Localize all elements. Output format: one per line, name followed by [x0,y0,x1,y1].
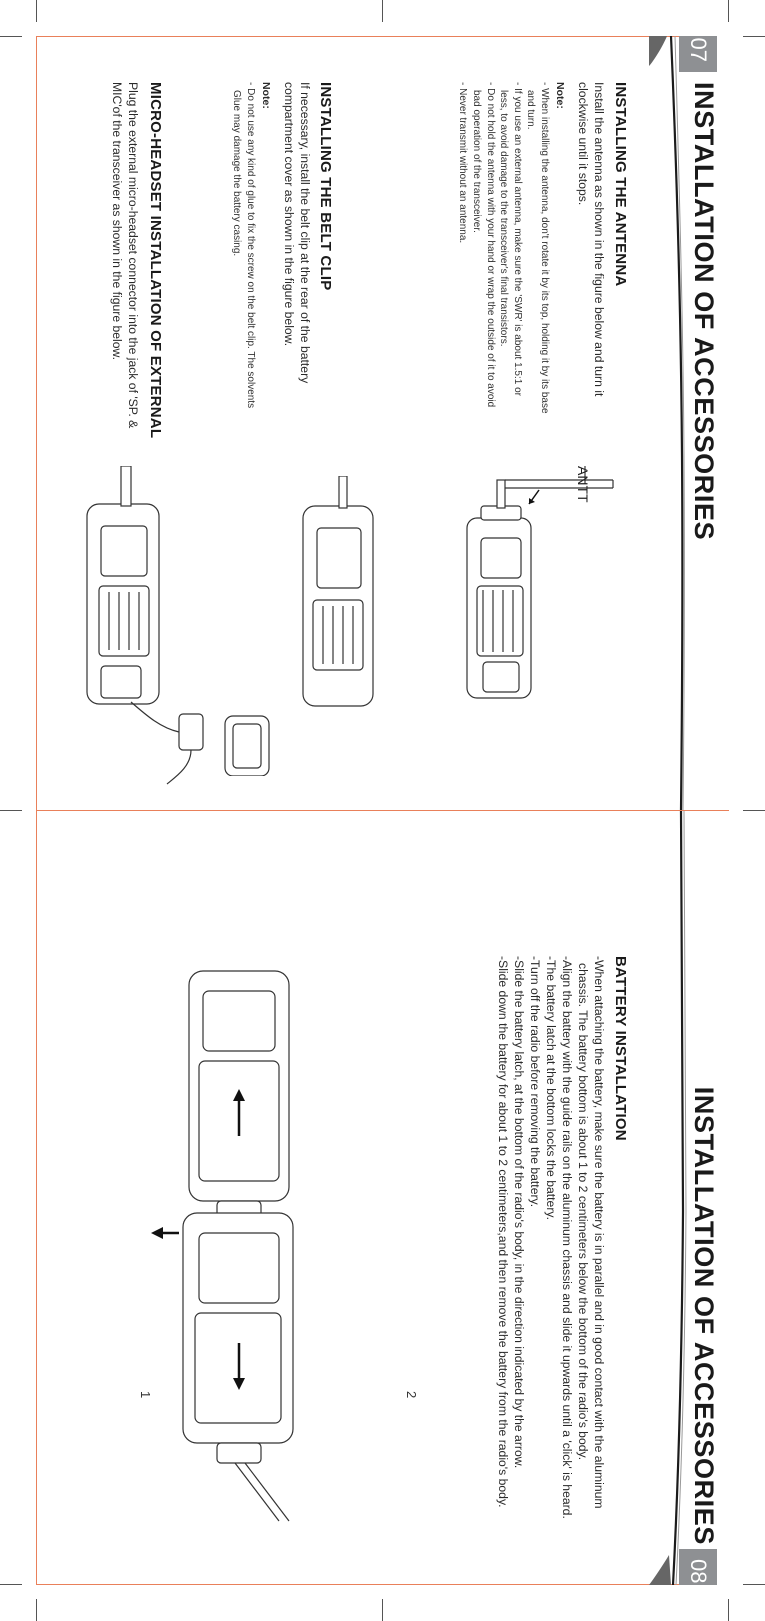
figure-label: 1 [138,1391,153,1399]
battery-instruction-line: -Slide the battery latch, at the bottom of the radio's body, in the direction indicated by the arrow. [512,956,526,1469]
battery-instruction-line: -The battery latch at the bottom locks the battery. [544,956,558,1220]
section-heading-battery: BATTERY INSTALLATION [612,956,629,1141]
crop-mark [382,1599,383,1621]
crop-mark [743,1584,765,1585]
note-item: - Do not hold the antenna with your hand or wrap the outside of it to avoid bad operation of the transceiver. [471,82,496,408]
belt-clip-notes [230,82,257,412]
antenna-body-text: Install the antenna as shown in the figure below and turn it clockwise until it stops. [576,82,606,397]
battery-instruction-line: -When attaching the battery, make sure the battery is in parallel and in good contact with the aluminum chassis. The battery bottom is about 1 to 2 centimeters below the bottom of the radio's body. [576,956,606,1509]
page-header-title: INSTALLATION OF ACCESSORIES [689,82,719,541]
battery-instruction-line: -Align the battery with the guide rails on the aluminum chassis and slide it upwards until a 'click' is heard. [560,956,574,1519]
note-item: - When installing the antenna, don't rotate it by its top, holding it by its base and turn. [525,82,550,414]
figure-label: 2 [404,1391,419,1399]
antenna-figure [445,466,625,766]
section-heading-headset: MICRO-HEADSET INSTALLATION OF EXTERNAL [147,82,164,439]
page-number: 08 [679,1549,717,1585]
crop-mark [36,0,37,22]
note-item: - Never transmit without an antenna. [457,82,469,244]
page-header-title: INSTALLATION OF ACCESSORIES [689,1086,719,1545]
crop-mark [728,0,729,22]
crop-mark [0,810,22,811]
crop-mark [36,1599,37,1621]
crop-mark [743,810,765,811]
battery-instruction-line: -Slide down the battery for about 1 to 2 centimeters,and then remove the battery from the radio's body. [496,956,510,1508]
section-heading-belt-clip: INSTALLING THE BELT CLIP [317,82,334,291]
antenna-instructions [456,82,607,414]
section-heading-antenna: INSTALLING THE ANTENNA [612,82,629,287]
antenna-notes [456,82,551,414]
crop-mark [0,36,22,37]
battery-instruction-line: -Turn off the radio before removing the battery. [528,956,542,1208]
crop-mark [728,1599,729,1621]
antenna-figure-label: ANTT [575,466,591,503]
page-07 [36,36,729,810]
note-item: - If you use an external antenna, make sure the 'SWR' is about 1.5:1 or less, to avoid damage to the transceiver's final transistors. [498,82,523,396]
headset-figure [47,466,217,786]
note-label: Note: [554,82,566,109]
page-number: 07 [679,36,717,72]
belt-clip-body-text: If necessary, install the belt clip at the rear of the battery compartment cover as shown in the figure below. [282,82,312,384]
battery-instructions [495,956,607,1546]
crop-mark [743,36,765,37]
headset-instructions [109,82,141,452]
note-label: Note: [260,82,272,109]
page-08 [36,811,729,1585]
manual-spread [36,36,729,1585]
belt-clip-figure [219,476,409,776]
belt-clip-instructions [230,82,313,412]
battery-figure-2 [139,1193,349,1523]
crop-mark [0,1584,22,1585]
headset-body-text: Plug the external micro-headset connector into the jack of 'SP. & MIC'of the transceiver as shown in the figure below. [110,82,140,429]
crop-mark [382,0,383,22]
note-item: - Do not use any kind of glue to fix the screw on the belt clip. The solvents Glue may damage the battery casing. [231,82,256,409]
